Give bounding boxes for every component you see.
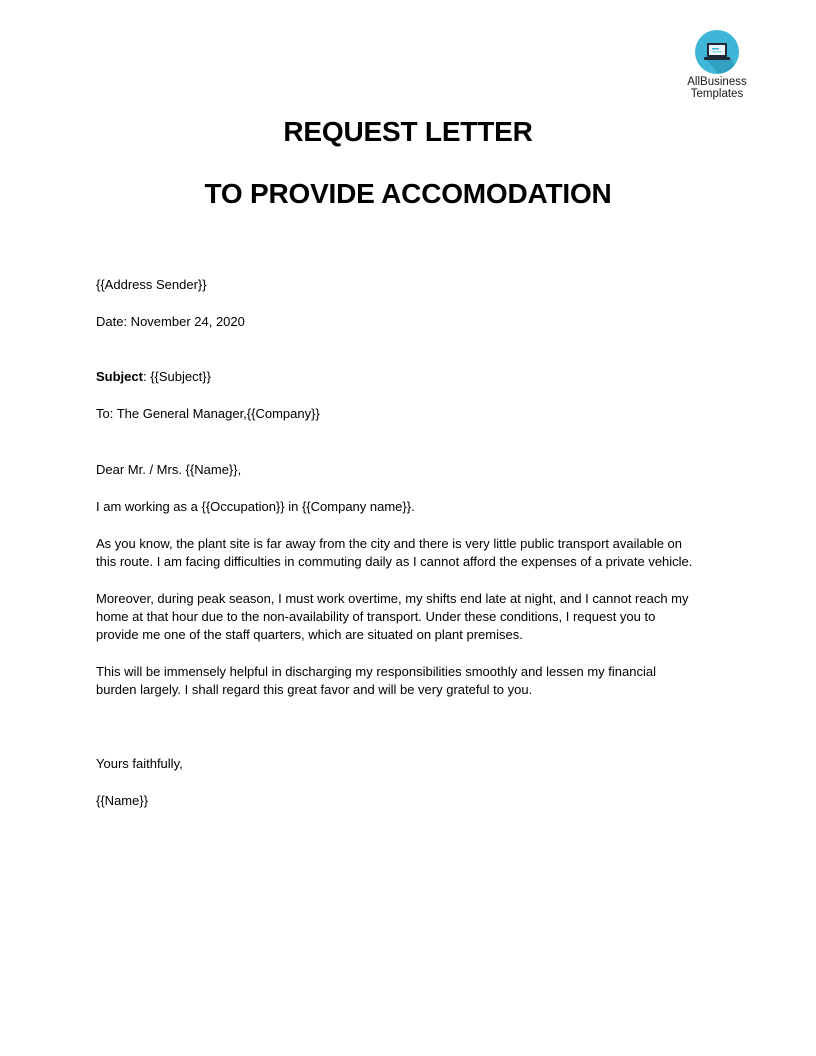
salutation: Dear Mr. / Mrs. {{Name}}, [96,462,242,477]
sender-address: {{Address Sender}} [96,277,207,292]
logo-line-1: AllBusiness [687,76,747,88]
paragraph-4-line-2: burden largely. I shall regard this great favor and will be very grateful to you. [96,682,533,697]
subject-line [96,368,720,386]
recipient-line: To: The General Manager,{{Company}} [96,406,320,421]
letter-body [96,276,720,810]
laptop-icon [695,30,739,74]
paragraph-2 [96,535,720,571]
paragraph-2-line-1: As you know, the plant site is far away from the city and there is very little public transport available on [96,536,683,551]
paragraph-4 [96,663,720,699]
subject-value: : {{Subject}} [142,369,211,384]
logo-line-2: Templates [690,88,744,100]
document-subtitle: TO PROVIDE ACCOMODATION [204,178,612,209]
logo-text [672,76,762,100]
paragraph-3 [96,590,720,644]
allbusiness-logo [672,30,762,100]
document-title: REQUEST LETTER [283,116,533,147]
paragraph-4-line-1: This will be immensely helpful in discharging my responsibilities smoothly and lessen my financial [96,664,656,679]
paragraph-2-line-2: this route. I am facing difficulties in commuting daily as I cannot afford the expenses of a private vehicle. [96,554,693,569]
signature-name: {{Name}} [96,793,149,808]
subject-label: Subject [96,369,143,384]
paragraph-3-line-3: provide me one of the staff quarters, which are situated on plant premises. [96,627,523,642]
letter-date: Date: November 24, 2020 [96,314,245,329]
closing: Yours faithfully, [96,756,183,771]
paragraph-1: I am working as a {{Occupation}} in {{Company name}}. [96,499,415,514]
paragraph-3-line-2: home at that hour due to the non-availability of transport. Under these conditions, I request you to [96,609,656,624]
paragraph-3-line-1: Moreover, during peak season, I must work overtime, my shifts end late at night, and I cannot reach my [96,591,689,606]
